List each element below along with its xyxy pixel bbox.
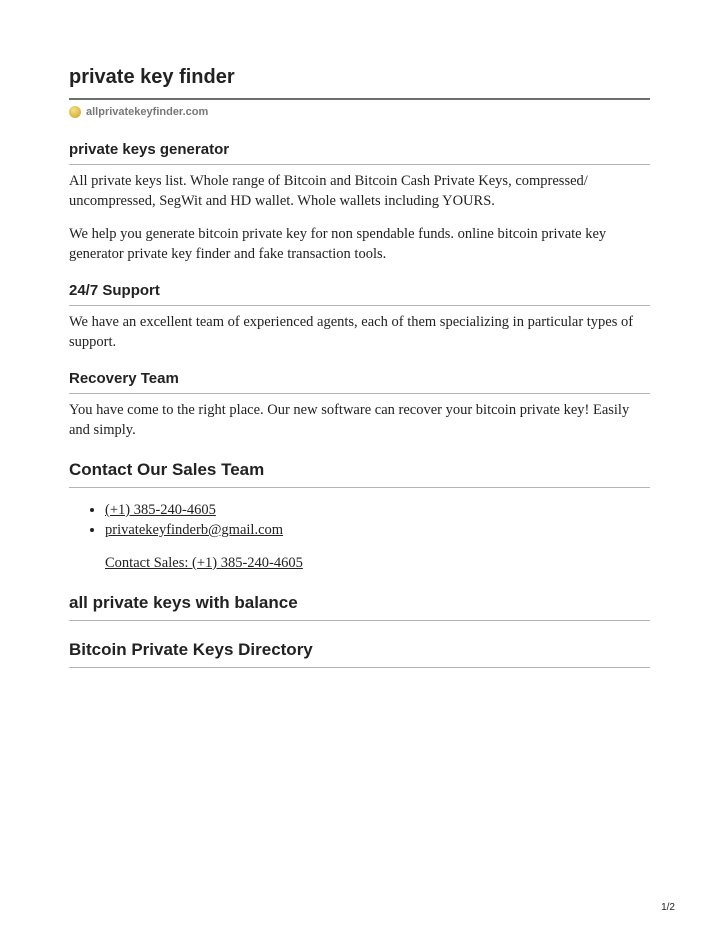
section-heading-generator: private keys generator bbox=[69, 140, 650, 165]
source-site-link[interactable]: allprivatekeyfinder.com bbox=[86, 106, 209, 118]
section-heading-balance: all private keys with balance bbox=[69, 592, 650, 621]
contact-sales-line bbox=[105, 553, 650, 573]
section-heading-directory: Bitcoin Private Keys Directory bbox=[69, 639, 650, 668]
source-line bbox=[69, 106, 650, 118]
generator-paragraph-1: All private keys list. Whole range of Bitcoin and Bitcoin Cash Private Keys, compressed/ uncompressed, SegWit and HD wallet. Whole wallets including YOURS. bbox=[69, 173, 588, 209]
contact-list bbox=[69, 500, 650, 540]
recovery-paragraph: You have come to the right place. Our new software can recover your bitcoin private key! Easily and simply. bbox=[69, 402, 630, 438]
document-page bbox=[69, 64, 650, 668]
page-title: private key finder bbox=[69, 64, 650, 100]
generator-paragraph-2: We help you generate bitcoin private key for non spendable funds. online bitcoin private key generator private key finder and fake transaction tools. bbox=[69, 226, 607, 262]
section-heading-contact: Contact Our Sales Team bbox=[69, 459, 650, 488]
list-item bbox=[105, 500, 650, 520]
support-paragraph: We have an excellent team of experienced agents, each of them specializing in particular types of support. bbox=[69, 314, 634, 350]
section-heading-recovery: Recovery Team bbox=[69, 369, 650, 394]
page-number: 1/2 bbox=[661, 902, 675, 913]
email-link[interactable]: privatekeyfinderb@gmail.com bbox=[105, 522, 284, 538]
section-heading-support: 24/7 Support bbox=[69, 281, 650, 306]
contact-sales-link[interactable]: Contact Sales: (+1) 385-240-4605 bbox=[105, 555, 303, 571]
phone-link[interactable]: (+1) 385-240-4605 bbox=[105, 502, 216, 518]
site-favicon-icon bbox=[69, 106, 81, 118]
list-item bbox=[105, 520, 650, 540]
